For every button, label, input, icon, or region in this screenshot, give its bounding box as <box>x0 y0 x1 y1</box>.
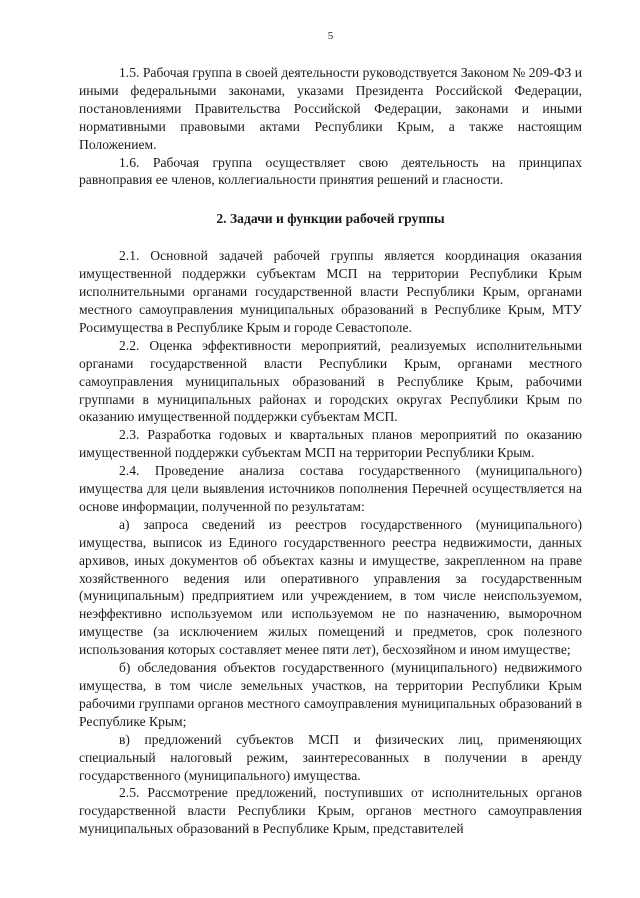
paragraph-2-5: 2.5. Рассмотрение предложений, поступивших от исполнительных органов государственной власти Республики Крым, органов местного самоуправления муниципальных образований в Республике Крым, представителей <box>79 785 582 837</box>
section-2-paragraphs <box>79 247 582 838</box>
paragraph-1-5: 1.5. Рабочая группа в своей деятельности руководствуется Законом № 209-ФЗ и иными федеральными законами, указами Президента Российской Федерации, постановлениями Правительства Российской Федерации, законами и иными нормативными правовыми актами Республики Крым, а также настоящим Положением. <box>79 65 582 152</box>
paragraph-2-4-a: а) запроса сведений из реестров государственного (муниципального) имущества, выписок из Единого государственного реестра недвижимости, данных архивов, иных документов об объектах казны и имуществе, закрепленном на праве хозяйственного ведения или оперативного управления за государственным (муниципальным) предприятием или учреждением, в том числе неиспользуемом, неэффективно используемом или используемом не по назначению, выморочном имуществе (за исключением жилых помещений и предметов, срок полезного использования которых составляет менее пяти лет), бесхозяйном и ином имуществе; <box>79 516 582 658</box>
paragraph-2-1: 2.1. Основной задачей рабочей группы является координация оказания имущественной поддержки субъектам МСП на территории Республики Крым исполнительными органами государственной власти Республики Крым, органами местного самоуправления муниципальных образований в Республике Крым, МТУ Росимущества в Республике Крым и городе Севастополе. <box>79 248 582 335</box>
paragraph-2-3: 2.3. Разработка годовых и квартальных планов мероприятий по оказанию имущественной поддержки субъектам МСП на территории Республики Крым. <box>79 427 582 461</box>
paragraph-1-6: 1.6. Рабочая группа осуществляет свою деятельность на принципах равноправия ее членов, коллегиальности принятия решений и гласности. <box>79 154 582 188</box>
paragraph-2-4-b: б) обследования объектов государственного (муниципального) недвижимого имущества, в том числе земельных участков, на территории Республики Крым рабочими группами органов местного самоуправления муниципальных образований в Республике Крым; <box>79 660 582 729</box>
paragraph-2-4-v: в) предложений субъектов МСП и физических лиц, применяющих специальный налоговый режим, заинтересованных в получении в аренду государственного (муниципального) имущества. <box>79 731 582 783</box>
paragraph-2-4: 2.4. Проведение анализа состава государственного (муниципального) имущества для цели выявления источников пополнения Перечней осуществляется на основе информации, полученной по результатам: <box>79 463 582 514</box>
section-1-paragraphs <box>79 64 582 189</box>
paragraph-2-2: 2.2. Оценка эффективности мероприятий, реализуемых исполнительными органами государственной власти Республики Крым, органами местного самоуправления муниципальных образований в Республике Крым, рабочими группами в муниципальных районах и городских округах Республики Крым по оказанию имущественной поддержки субъектам МСП. <box>79 337 582 425</box>
section-heading: 2. Задачи и функции рабочей группы <box>216 211 445 227</box>
page-number: 5 <box>327 30 334 42</box>
